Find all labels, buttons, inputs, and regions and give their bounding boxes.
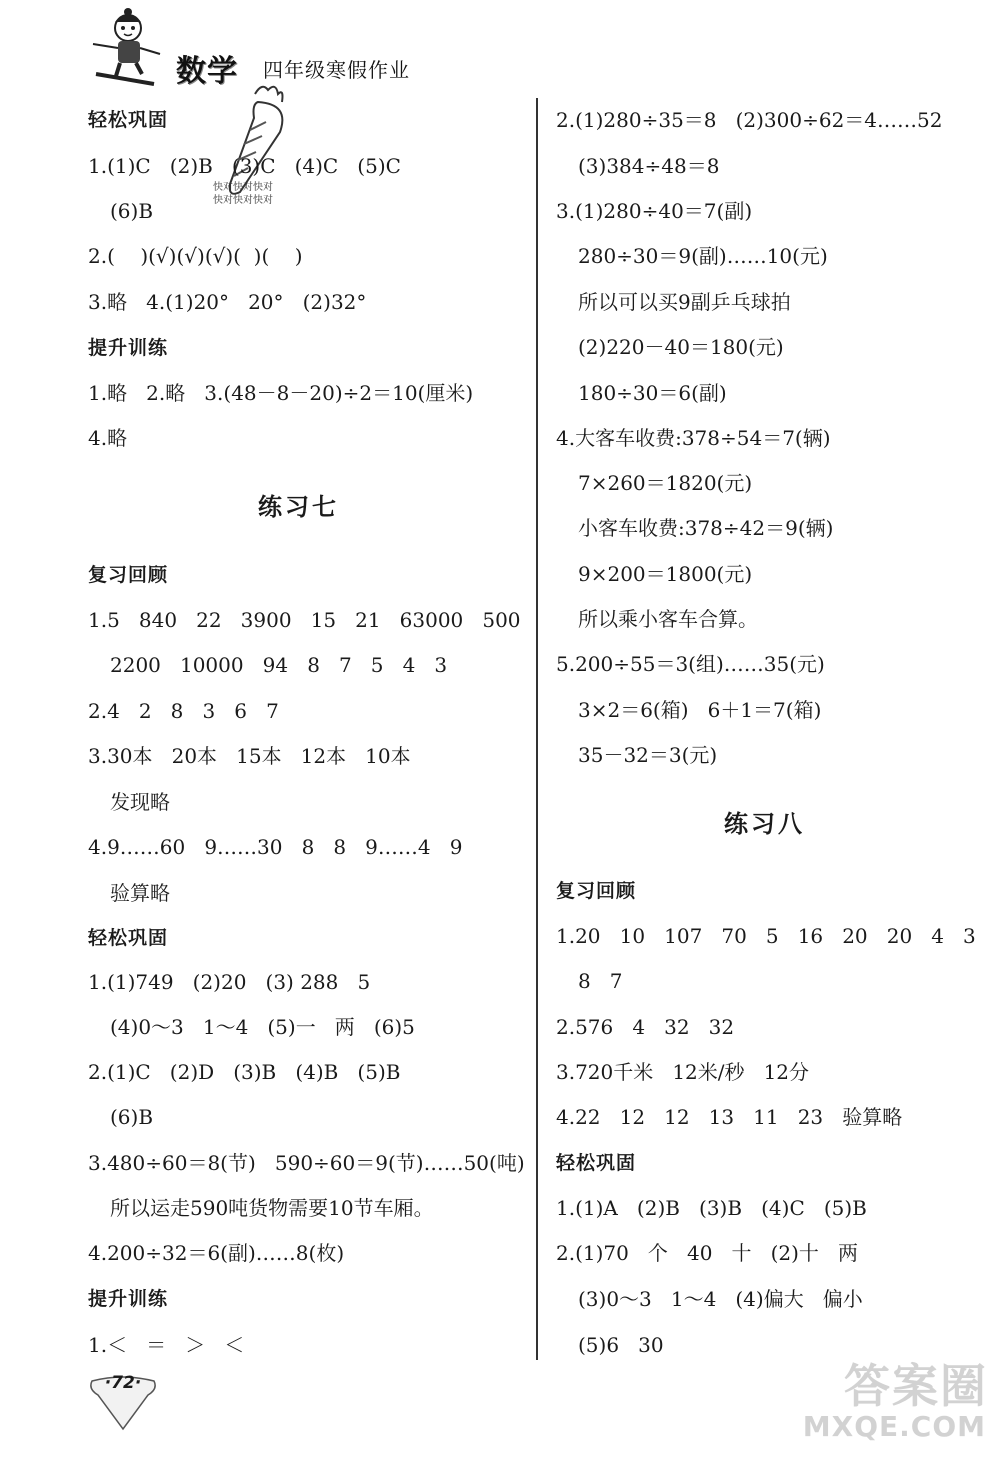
answer-line: 发现略	[110, 790, 170, 814]
answer-line: (4)0～3 1～4 (5)一 两 (6)5	[110, 1015, 415, 1039]
answer-line: 35－32＝3(元)	[578, 743, 718, 767]
answer-line: 2.( )(√)(√)(√)( )( )	[88, 244, 303, 268]
answer-line: 验算略	[110, 881, 170, 905]
answer-line: 5.200÷55＝3(组)……35(元)	[556, 652, 825, 676]
answer-line: 4.22 12 12 13 11 23 验算略	[556, 1105, 903, 1129]
answer-line: (2)220－40＝180(元)	[578, 335, 784, 359]
answer-line: 2.4 2 8 3 6 7	[88, 699, 279, 723]
stamp-caption: 快对快对快对	[213, 195, 273, 206]
answer-line: 1.(1)749 (2)20 (3) 288 5	[88, 970, 371, 994]
answer-line: (5)6 30	[578, 1333, 664, 1357]
answer-line: (6)B	[110, 199, 154, 223]
answer-line: 3.720千米 12米/秒 12分	[556, 1060, 810, 1084]
stamp-caption: 快对快对快对	[213, 182, 273, 193]
section-heading: 轻松巩固	[88, 109, 169, 131]
answer-line: 所以乘小客车合算。	[578, 607, 758, 631]
answer-line: 1.＜ ＝ ＞ ＜	[88, 1333, 245, 1357]
answer-line: 3.30本 20本 15本 12本 10本	[88, 744, 411, 768]
section-heading: 轻松巩固	[88, 927, 169, 949]
answer-line: 小客车收费:378÷42＝9(辆)	[578, 516, 834, 540]
section-heading: 提升训练	[88, 1288, 169, 1310]
answer-line: 1.5 840 22 3900 15 21 63000 500	[88, 608, 521, 632]
watermark-logo: 答案圈	[844, 1359, 988, 1413]
answer-line: 1.略 2.略 3.(48－8－20)÷2＝10(厘米)	[88, 381, 474, 405]
answer-line: (3)384÷48＝8	[578, 154, 720, 178]
answer-line: 9×200＝1800(元)	[578, 562, 753, 586]
column-divider	[536, 98, 538, 1360]
answer-line: (3)0～3 1～4 (4)偏大 偏小	[578, 1287, 863, 1311]
answer-line: 4.大客车收费:378÷54＝7(辆)	[556, 426, 831, 450]
answer-line: 所以运走590吨货物需要10节车厢。	[110, 1196, 434, 1220]
answer-line: 2.576 4 32 32	[556, 1015, 735, 1039]
exercise-title: 练习七	[258, 493, 339, 521]
section-heading: 复习回顾	[556, 880, 637, 902]
answer-line: 4.200÷32＝6(副)……8(枚)	[88, 1241, 345, 1265]
answer-line: 2200 10000 94 8 7 5 4 3	[110, 653, 448, 677]
answer-line: 4.略	[88, 426, 128, 450]
answer-line: 180÷30＝6(副)	[578, 381, 727, 405]
answer-line: 4.9……60 9……30 8 8 9……4 9	[88, 835, 463, 859]
answer-line: 2.(1)C (2)D (3)B (4)B (5)B	[88, 1060, 401, 1084]
answer-line: 3.(1)280÷40＝7(副)	[556, 199, 753, 223]
answer-line: 所以可以买9副乒乓球拍	[578, 290, 791, 314]
exercise-title: 练习八	[724, 810, 805, 838]
answer-line: 1.(1)C (2)B (3)C (4)C (5)C	[88, 154, 401, 178]
answer-line: 3×2＝6(箱) 6＋1＝7(箱)	[578, 698, 822, 722]
section-heading: 复习回顾	[88, 564, 169, 586]
answer-line: 280÷30＝9(副)……10(元)	[578, 244, 828, 268]
page-number: ·72·	[104, 1373, 142, 1393]
answer-line: 2.(1)70 个 40 十 (2)十 两	[556, 1241, 859, 1265]
page-number-badge	[88, 1373, 158, 1433]
watermark-url: MXQE.COM	[802, 1410, 986, 1443]
subject-title: 数学	[176, 54, 238, 89]
answer-line: 1.20 10 107 70 5 16 20 20 4 3	[556, 924, 976, 948]
answer-line: 3.略 4.(1)20° 20° (2)32°	[88, 290, 367, 314]
skier-mascot-icon	[88, 6, 168, 88]
section-heading: 轻松巩固	[556, 1152, 637, 1174]
page-header	[88, 6, 448, 88]
answer-line: 3.480÷60＝8(节) 590÷60＝9(节)……50(吨)	[88, 1151, 525, 1175]
book-title: 四年级寒假作业	[263, 58, 410, 82]
section-heading: 提升训练	[88, 337, 169, 359]
answer-line: 1.(1)A (2)B (3)B (4)C (5)B	[556, 1196, 867, 1220]
answer-line: 8 7	[578, 969, 623, 993]
answer-line: 2.(1)280÷35＝8 (2)300÷62＝4……52	[556, 108, 943, 132]
answer-line: (6)B	[110, 1105, 154, 1129]
answer-line: 7×260＝1820(元)	[578, 471, 753, 495]
